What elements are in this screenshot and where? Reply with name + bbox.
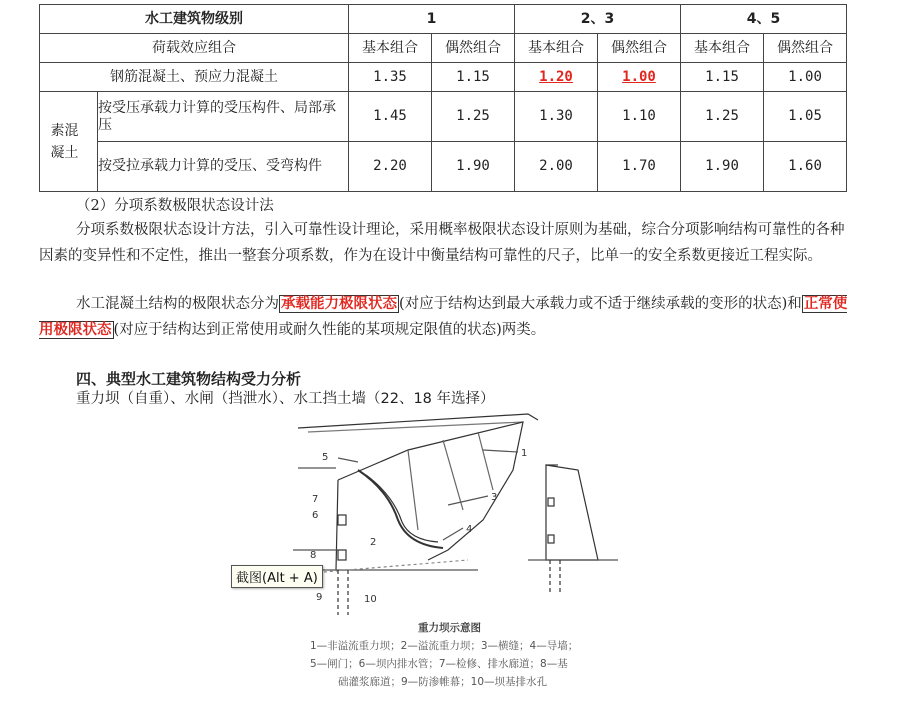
- table-cell: 1.15: [681, 63, 764, 92]
- table-cell: 2.00: [515, 142, 598, 192]
- table-cell: 1.25: [432, 92, 515, 142]
- row-label: 按受拉承载力计算的受压、受弯构件: [98, 142, 349, 192]
- callout-2: 2: [370, 537, 377, 548]
- subheader-basic: 基本组合: [515, 34, 598, 63]
- group-label: [40, 92, 98, 192]
- gravity-dam-figure: [278, 410, 643, 702]
- highlight-ultimate-limit-state: 承载能力极限状态: [281, 296, 397, 312]
- table-cell: 1.60: [764, 142, 847, 192]
- row-label: 钢筋混凝土、预应力混凝土: [40, 63, 349, 92]
- table-cell: 1.35: [349, 63, 432, 92]
- table-cell: 1.90: [681, 142, 764, 192]
- figure-legend-line-2: 5—闸门；6—坝内排水管；7—检修、排水廊道；8—基: [310, 658, 568, 670]
- callout-6: 6: [312, 510, 319, 521]
- header-grade-2-3: 2、3: [515, 5, 681, 34]
- group-label-text: 素混凝土: [50, 122, 79, 161]
- callout-5: 5: [322, 452, 329, 463]
- paragraph-method: 分项系数极限状态设计方法，引入可靠性设计理论，采用概率极限状态设计原则为基础，综合分项影响结构可靠性的各种因素的变异性和不定性，推出一整套分项系数，作为在设计中衡量结构可靠性的尺子，比单一的安全系数更接近工程实际。: [39, 222, 845, 264]
- gravity-dam-drawing: [278, 410, 643, 630]
- subheader-accidental: 偶然组合: [598, 34, 681, 63]
- callout-9: 9: [316, 592, 323, 603]
- callout-7: 7: [312, 494, 319, 505]
- subheader-basic: 基本组合: [681, 34, 764, 63]
- highlight-serviceability-limit-state: 正常使用极限状态: [39, 296, 848, 338]
- screenshot-tooltip: 截图(Alt + A): [231, 565, 323, 588]
- header-grade-label: 水工建筑物级别: [40, 5, 349, 34]
- table-row: [40, 92, 847, 142]
- subheader-accidental: 偶然组合: [432, 34, 515, 63]
- table-cell-highlight: 1.00: [598, 63, 681, 92]
- callout-8: 8: [310, 550, 317, 561]
- subsection-title: （2）分项系数极限状态设计法: [76, 198, 274, 214]
- callout-4: 4: [466, 524, 473, 535]
- para-text: (对应于结构达到正常使用或耐久性能的某项规定限值的状态)两类。: [113, 322, 546, 338]
- header-grade-1: 1: [349, 5, 515, 34]
- figure-legend-line-3: 础灌浆廊道；9—防渗帷幕；10—坝基排水孔: [338, 676, 548, 688]
- figure-legend-line-1: 1—非溢流重力坝；2—溢流重力坝；3—横缝；4—导墙；: [310, 640, 579, 652]
- subheader-accidental: 偶然组合: [764, 34, 847, 63]
- row-label: 按受压承载力计算的受压构件、局部承压: [98, 92, 349, 142]
- callout-10: 10: [364, 594, 377, 605]
- table-cell: 1.10: [598, 92, 681, 142]
- table-cell: 1.90: [432, 142, 515, 192]
- table-cell: 1.45: [349, 92, 432, 142]
- header-grade-4-5: 4、5: [681, 5, 847, 34]
- table-cell: 1.00: [764, 63, 847, 92]
- table-cell: 1.70: [598, 142, 681, 192]
- table-row: [40, 142, 847, 192]
- figure-title: 重力坝示意图: [418, 622, 481, 634]
- table-cell: 1.30: [515, 92, 598, 142]
- safety-factor-table: [39, 4, 847, 192]
- dam-types-line: 重力坝（自重）、水闸（挡泄水）、水工挡土墙（22、18 年选择）: [76, 391, 495, 407]
- subheader-load-combination: 荷载效应组合: [40, 34, 349, 63]
- callout-1: 1: [521, 448, 528, 459]
- para-text: 水工混凝土结构的极限状态分为: [76, 296, 279, 312]
- table-row: [40, 63, 847, 92]
- paragraph-limit-states: [39, 291, 849, 343]
- table-cell: 1.05: [764, 92, 847, 142]
- table-subheader-row: [40, 34, 847, 63]
- subheader-basic: 基本组合: [349, 34, 432, 63]
- table-cell-highlight: 1.20: [515, 63, 598, 92]
- table-cell: 2.20: [349, 142, 432, 192]
- para-text: (对应于结构达到最大承载力或不适于继续承载的变形的状态)和: [399, 296, 802, 312]
- callout-3: 3: [491, 492, 498, 503]
- table-cell: 1.15: [432, 63, 515, 92]
- table-cell: 1.25: [681, 92, 764, 142]
- table-header-row: [40, 5, 847, 34]
- section-heading: 四、典型水工建筑物结构受力分析: [76, 370, 302, 388]
